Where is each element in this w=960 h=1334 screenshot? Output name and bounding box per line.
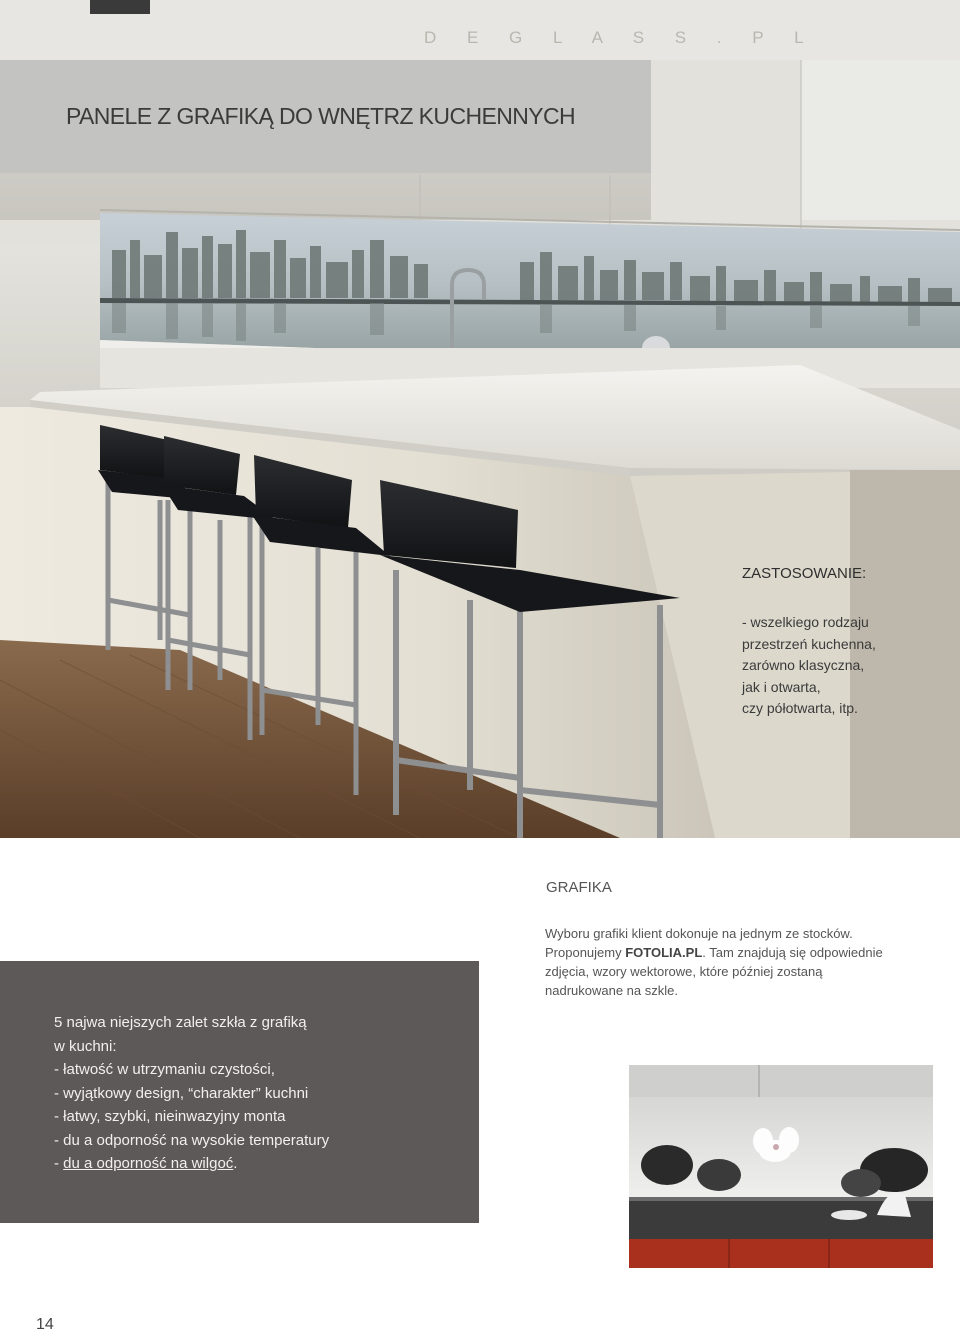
page-number: 14: [36, 1316, 54, 1333]
zastosowanie-heading: ZASTOSOWANIE:: [742, 565, 867, 582]
grafika-line: zdjęcia, wzory wektorowe, które później zostaną: [545, 964, 823, 979]
grafika-line: Wyboru grafiki klient dokonuje na jednym ze stocków.: [545, 926, 853, 941]
advantage-suffix: .: [233, 1155, 238, 1172]
grafika-line-suffix: . Tam znajdują się odpowiednie: [702, 945, 883, 960]
advantages-list: [54, 1011, 474, 1176]
advantage-item: [54, 1152, 474, 1176]
fotolia-link[interactable]: FOTOLIA.PL: [625, 945, 703, 960]
zastosowanie-line: jak i otwarta,: [742, 678, 821, 695]
zastosowanie-line: - wszelkiego rodzaju: [742, 614, 869, 630]
grafika-line: nadrukowane na szkle.: [545, 983, 678, 998]
zastosowanie-line: przestrzeń kuchenna,: [742, 635, 876, 652]
page-title: PANELE Z GRAFIKĄ DO WNĘTRZ KUCHENNYCH: [66, 103, 575, 129]
site-brand: D E G L A S S . P L: [424, 28, 817, 47]
grafika-line: [545, 943, 945, 962]
advantages-title: 5 najwa niejszych zalet szkła z grafiką: [54, 1014, 307, 1031]
advantage-highlight: du a odporność na wilgoć: [63, 1155, 234, 1172]
grafika-heading: GRAFIKA: [546, 879, 612, 896]
small-photo: [629, 1065, 933, 1268]
advantage-item: - wyjątkowy design, “charakter” kuchni: [54, 1084, 309, 1102]
grafika-paragraph: [545, 924, 945, 1000]
advantage-prefix: -: [54, 1155, 64, 1172]
advantage-item: - łatwość w utrzymaniu czystości,: [54, 1061, 275, 1078]
zastosowanie-line: czy półotwarta, itp.: [742, 700, 858, 716]
zastosowanie-list: [742, 612, 942, 720]
zastosowanie-line: zarówno klasyczna,: [742, 657, 865, 673]
advantage-item: - łatwy, szybki, nieinwazyjny monta: [54, 1108, 286, 1125]
advantages-title: w kuchni:: [54, 1037, 117, 1055]
backsplash-photo-graphic: [629, 1065, 933, 1268]
grafika-line-prefix: Proponujemy: [545, 945, 626, 960]
advantage-item: - du a odporność na wysokie temperatury: [54, 1131, 330, 1149]
